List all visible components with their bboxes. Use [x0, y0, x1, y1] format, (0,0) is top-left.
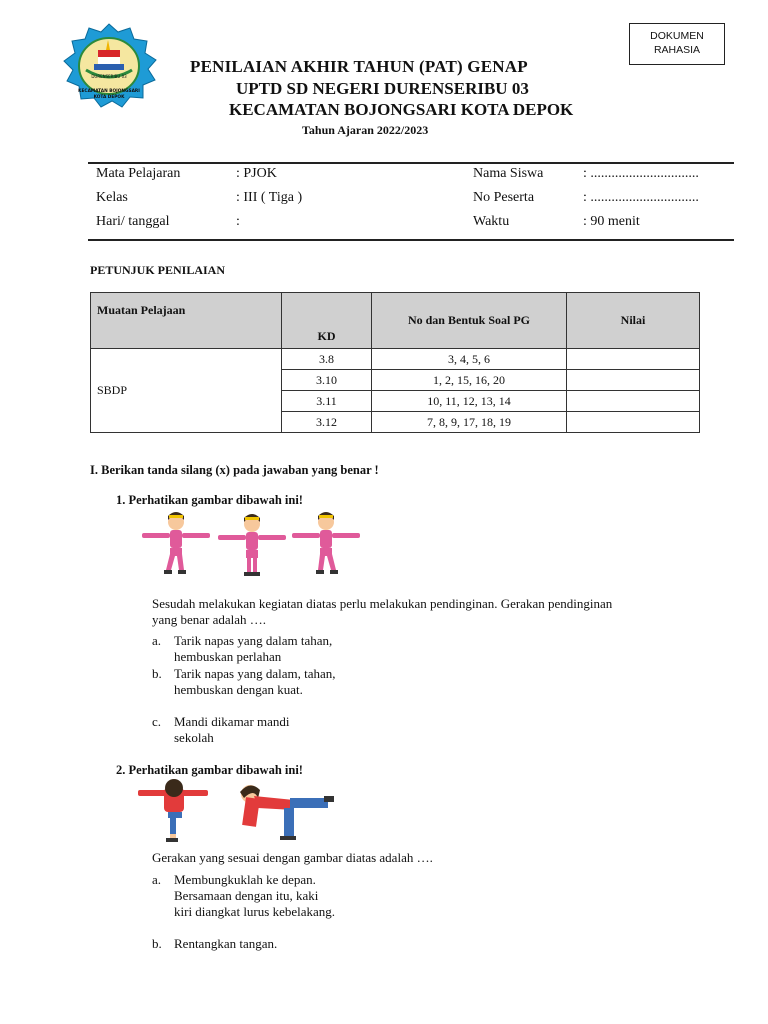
girl-figure [142, 512, 210, 574]
info-label-date: Hari/ tanggal [96, 214, 170, 229]
option-letter: b. [152, 666, 162, 681]
option-letter: a. [152, 633, 162, 648]
question-1-options [152, 633, 372, 745]
score-cell[interactable] [567, 349, 700, 370]
top-divider [88, 162, 734, 164]
document-badge [629, 23, 725, 65]
option-text: Tarik napas yang dalam, tahan, hembuskan dengan kuat. [174, 666, 336, 697]
question-1-heading: 1. Perhatikan gambar dibawah ini! [116, 493, 303, 507]
kd-cell: 3.11 [282, 391, 372, 412]
header-score: Nilai [567, 293, 700, 349]
option-a[interactable] [152, 872, 362, 936]
question-cell: 10, 11, 12, 13, 14 [372, 391, 567, 412]
logo-bottom-text-2: KOTA DEPOK [93, 95, 125, 100]
question-1-text-line-1: Sesudah melakukan kegiatan diatas perlu melakukan pendinginan. Gerakan pendinginan [152, 596, 613, 611]
kd-cell: 3.8 [282, 349, 372, 370]
score-cell[interactable] [567, 370, 700, 391]
logo-top-text: DURENSERIBU 03 [91, 74, 127, 79]
info-label-time: Waktu [473, 214, 510, 229]
option-text: Mandi dikamar mandi sekolah [174, 714, 290, 745]
bottom-divider [88, 239, 734, 241]
info-value-time: : 90 menit [583, 214, 640, 229]
option-text: Rentangkan tangan. [174, 936, 278, 951]
info-value-date: : [236, 214, 240, 229]
option-text: Membungkuklah ke depan. Bersamaan dengan itu, kaki kiri diangkat lurus kebelakang. [174, 872, 336, 919]
girl-figure [292, 512, 360, 574]
option-b[interactable] [152, 936, 362, 952]
table-header-row [91, 293, 700, 349]
badge-line-1: DOKUMEN [650, 30, 704, 42]
header-kd: KD [282, 293, 372, 349]
girl-balance-figure [240, 785, 334, 840]
instruction: I. Berikan tanda silang (x) pada jawaban yang benar ! [90, 463, 379, 477]
kd-cell: 3.10 [282, 370, 372, 391]
option-c[interactable] [152, 714, 362, 746]
logo-bottom-text-1: KECAMATAN BOJONGSARI [78, 89, 140, 94]
table-row [91, 349, 700, 370]
section-label: PETUNJUK PENILAIAN [90, 263, 226, 277]
boy-figure [138, 779, 208, 842]
participant-number-field[interactable]: : ............................... [583, 190, 699, 205]
score-cell[interactable] [567, 391, 700, 412]
option-a[interactable] [152, 633, 362, 665]
question-2-text: Gerakan yang sesuai dengan gambar diatas adalah …. [152, 850, 433, 865]
option-letter: b. [152, 936, 162, 951]
district-name: KECAMATAN BOJONGSARI KOTA DEPOK [229, 100, 574, 119]
option-letter: a. [152, 872, 162, 887]
score-cell[interactable] [567, 412, 700, 433]
option-letter: c. [152, 714, 162, 729]
question-2-options [152, 872, 372, 952]
info-label-class: Kelas [96, 190, 128, 205]
page-title: PENILAIAN AKHIR TAHUN (PAT) GENAP [190, 57, 528, 76]
question-cell: 1, 2, 15, 16, 20 [372, 370, 567, 391]
question-1-text [152, 596, 612, 628]
question-cell: 3, 4, 5, 6 [372, 349, 567, 370]
badge-line-2: RAHASIA [653, 44, 701, 56]
question-cell: 7, 8, 9, 17, 18, 19 [372, 412, 567, 433]
option-text: Tarik napas yang dalam tahan, hembuskan perlahan [174, 633, 333, 664]
balance-pose-illustration [138, 778, 348, 844]
exercise-girls-illustration [140, 510, 360, 580]
info-label-subject: Mata Pelajaran [96, 166, 181, 181]
info-value-class: : III ( Tiga ) [236, 190, 303, 205]
school-logo [56, 22, 162, 110]
subject-cell: SBDP [91, 349, 282, 433]
school-name: UPTD SD NEGERI DURENSERIBU 03 [236, 79, 529, 98]
question-2-heading: 2. Perhatikan gambar dibawah ini! [116, 763, 303, 777]
info-label-name: Nama Siswa [473, 166, 544, 181]
header-question: No dan Bentuk Soal PG [372, 293, 567, 349]
header-subject: Muatan Pelajaan [91, 293, 282, 349]
academic-year: Tahun Ajaran 2022/2023 [302, 123, 429, 137]
info-label-number: No Peserta [473, 190, 535, 205]
option-b[interactable] [152, 666, 362, 714]
question-1-text-line-2: yang benar adalah …. [152, 612, 267, 627]
kd-cell: 3.12 [282, 412, 372, 433]
student-name-field[interactable]: : ............................... [583, 166, 699, 181]
info-value-subject: : PJOK [236, 166, 277, 181]
assessment-table [90, 292, 700, 433]
girl-figure [218, 514, 286, 576]
